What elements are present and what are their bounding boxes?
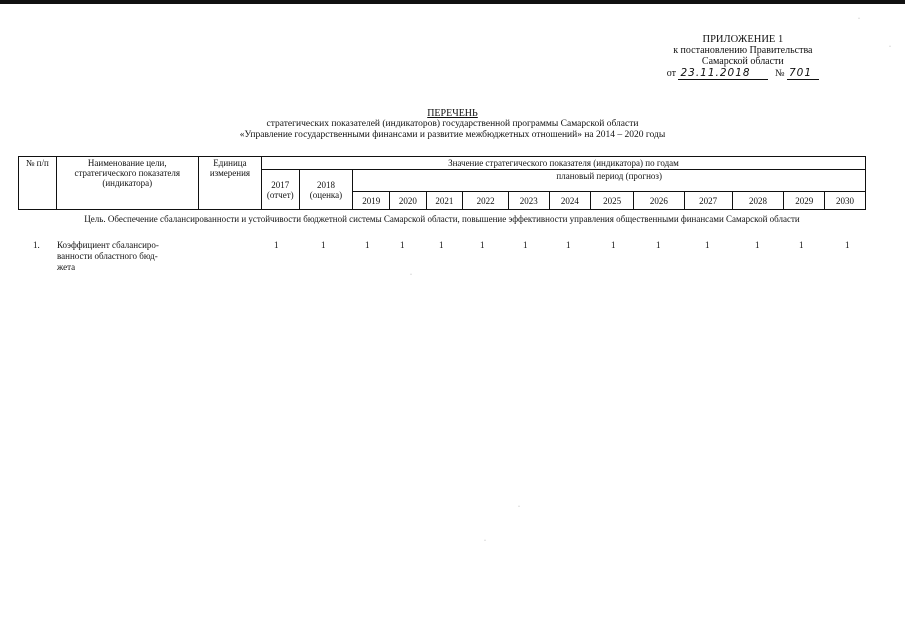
indicators-table-header [18, 156, 866, 210]
header-2017: 2017 (отчет) [261, 170, 299, 210]
goal-statement: Цель. Обеспечение сбалансированности и устойчивости бюджетной системы Самарской области, повышение эффективности управления общественными финансами Самарской области [84, 214, 800, 224]
header-name: Наименование цели, стратегического показателя (индикатора) [56, 157, 198, 210]
row-value: 1 [274, 240, 279, 250]
row-number: 1. [33, 240, 40, 250]
row-value: 1 [845, 240, 850, 250]
heading-line-1: стратегических показателей (индикаторов) государственной программы Самарской области [266, 119, 639, 129]
scan-speck: · [889, 44, 891, 50]
header-year: 2025 [591, 192, 634, 210]
row-value: 1 [480, 240, 485, 250]
header-year: 2029 [784, 192, 825, 210]
header-year: 2026 [633, 192, 684, 210]
appendix-date-line [667, 68, 819, 80]
header-unit: Единица измерения [198, 157, 261, 210]
row-indicator-name: Коэффициент сбалансиро- ванности областного бюд- жета [57, 240, 159, 272]
document-title: ПЕРЕЧЕНЬ [427, 108, 478, 119]
header-values: Значение стратегического показателя (индикатора) по годам [261, 157, 865, 170]
appendix-block [667, 34, 819, 80]
top-border [0, 0, 905, 4]
row-value: 1 [799, 240, 804, 250]
header-year: 2024 [549, 192, 591, 210]
number-label: № [774, 68, 785, 79]
header-num: № п/п [19, 157, 57, 210]
row-value: 1 [705, 240, 710, 250]
header-year: 2030 [825, 192, 866, 210]
header-year: 2021 [426, 192, 463, 210]
row-value: 1 [656, 240, 661, 250]
header-year: 2020 [390, 192, 427, 210]
resolution-number: 701 [787, 68, 819, 80]
appendix-line-1: к постановлению Правительства [673, 45, 813, 56]
row-value: 1 [321, 240, 326, 250]
row-value: 1 [755, 240, 760, 250]
header-plan-period: плановый период (прогноз) [353, 170, 866, 192]
from-label: от [666, 68, 676, 79]
resolution-date: 23.11.2018 [678, 68, 768, 80]
heading-line-2: «Управление государственными финансами и развитие межбюджетных отношений» на 2014 – 2020 годы [239, 130, 666, 140]
row-value: 1 [439, 240, 444, 250]
header-year: 2022 [463, 192, 509, 210]
document-heading [0, 108, 905, 141]
row-value: 1 [400, 240, 405, 250]
scan-speck: · [518, 504, 520, 510]
appendix-title: ПРИЛОЖЕНИЕ 1 [702, 34, 784, 45]
row-value: 1 [611, 240, 616, 250]
row-value: 1 [523, 240, 528, 250]
header-2018: 2018 (оценка) [299, 170, 353, 210]
header-year: 2027 [684, 192, 732, 210]
row-value: 1 [365, 240, 370, 250]
row-value: 1 [566, 240, 571, 250]
header-year: 2023 [508, 192, 549, 210]
scan-speck: · [410, 272, 412, 278]
appendix-line-2: Самарской области [701, 56, 784, 67]
scan-speck: · [858, 16, 860, 22]
scan-speck: · [484, 538, 486, 544]
header-year: 2028 [732, 192, 784, 210]
header-year: 2019 [353, 192, 390, 210]
